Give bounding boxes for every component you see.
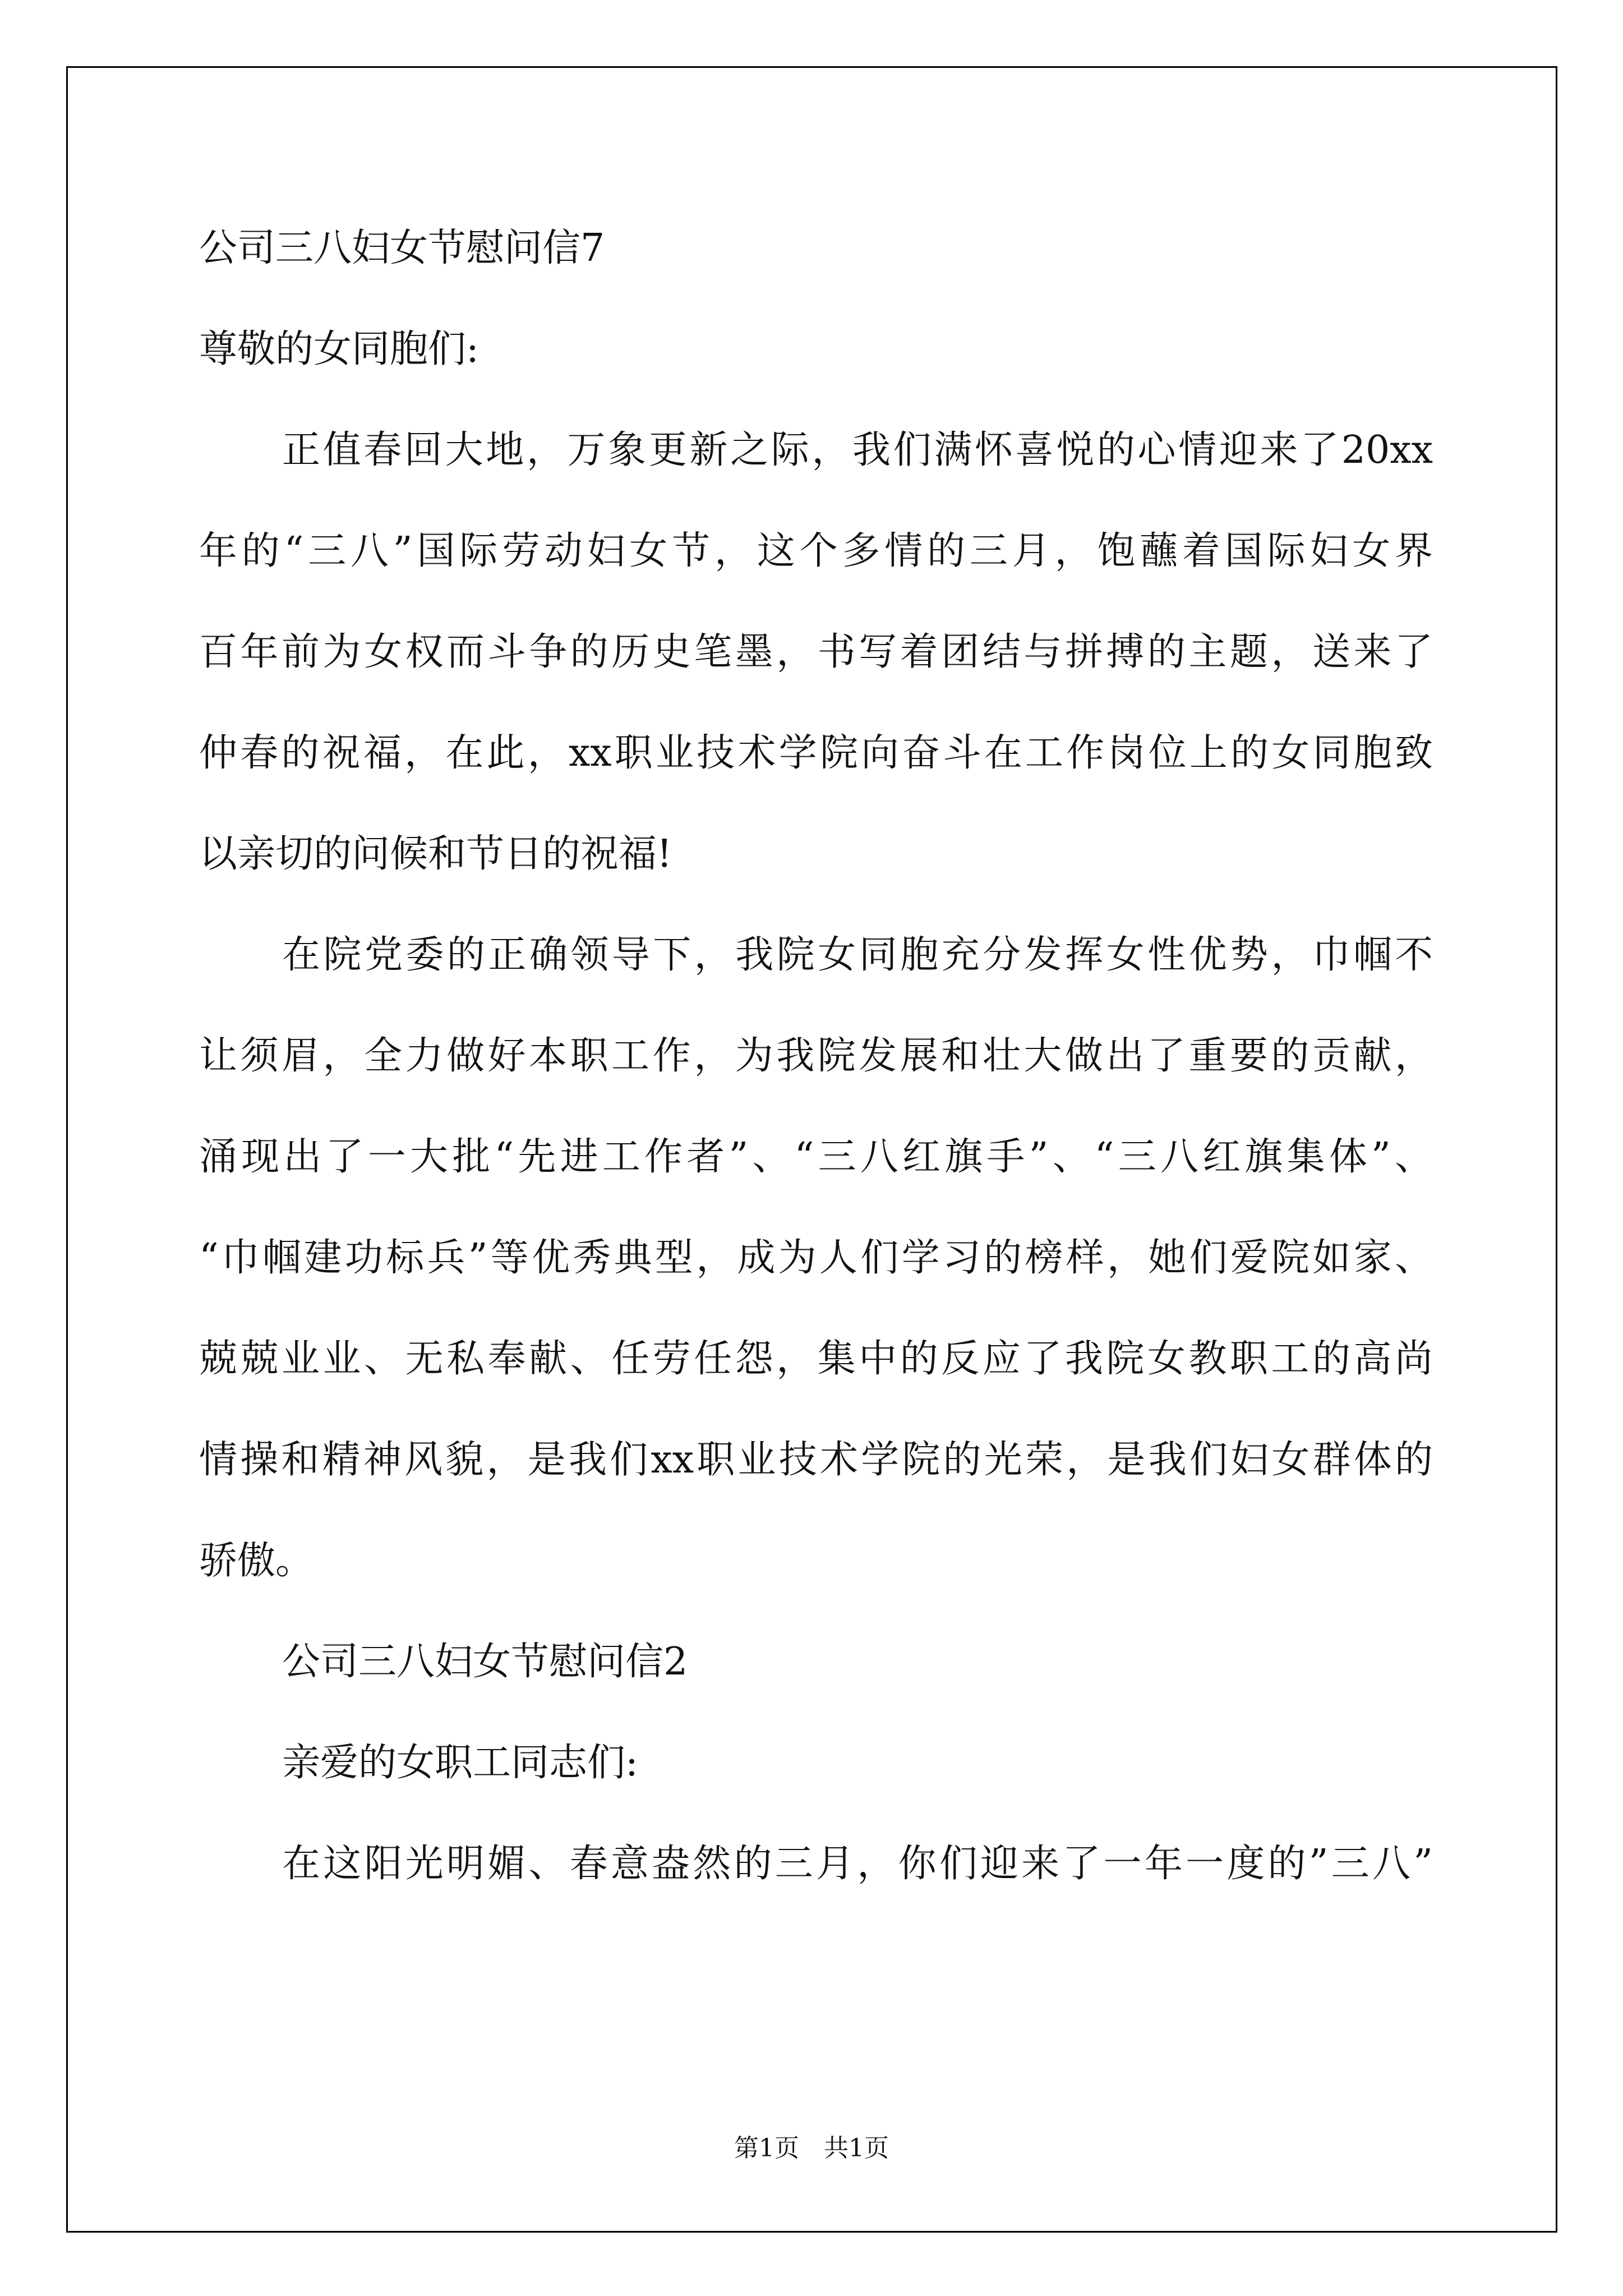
letter-title-2: 公司三八妇女节慰问信2 <box>282 1640 688 1684</box>
paragraph-line: “巾帼建功标兵”等优秀典型，成为人们学习的榜样，她们爱院如家、 <box>199 1236 1433 1280</box>
salutation-2: 亲爱的女职工同志们: <box>282 1741 638 1785</box>
paragraph-line: 情操和精神风貌，是我们xx职业技术学院的光荣，是我们妇女群体的 <box>199 1438 1433 1482</box>
paragraph-line: 以亲切的问候和节日的祝福! <box>199 832 672 876</box>
paragraph-line: 在这阳光明媚、春意盎然的三月，你们迎来了一年一度的”三八” <box>282 1842 1433 1886</box>
paragraph-line: 骄傲。 <box>199 1539 314 1583</box>
page-footer: 第1页 共1页 <box>734 2134 889 2162</box>
salutation-1: 尊敬的女同胞们: <box>199 327 479 371</box>
paragraph-line: 在院党委的正确领导下，我院女同胞充分发挥女性优势，巾帼不 <box>282 933 1433 977</box>
paragraph-line: 百年前为女权而斗争的历史笔墨，书写着团结与拼搏的主题，送来了 <box>199 630 1433 674</box>
paragraph-line: 涌现出了一大批“先进工作者”、“三八红旗手”、“三八红旗集体”、 <box>199 1135 1433 1179</box>
paragraph-line: 仲春的祝福，在此，xx职业技术学院向奋斗在工作岗位上的女同胞致 <box>199 731 1433 775</box>
paragraph-line: 正值春回大地，万象更新之际，我们满怀喜悦的心情迎来了20xx <box>282 428 1433 472</box>
paragraph-line: 兢兢业业、无私奉献、任劳任怨，集中的反应了我院女教职工的高尚 <box>199 1337 1433 1381</box>
paragraph-line: 让须眉，全力做好本职工作，为我院发展和壮大做出了重要的贡献， <box>199 1034 1433 1078</box>
paragraph-line: 年的“三八”国际劳动妇女节，这个多情的三月，饱蘸着国际妇女界 <box>199 529 1433 573</box>
letter-title-1: 公司三八妇女节慰问信7 <box>199 226 605 270</box>
